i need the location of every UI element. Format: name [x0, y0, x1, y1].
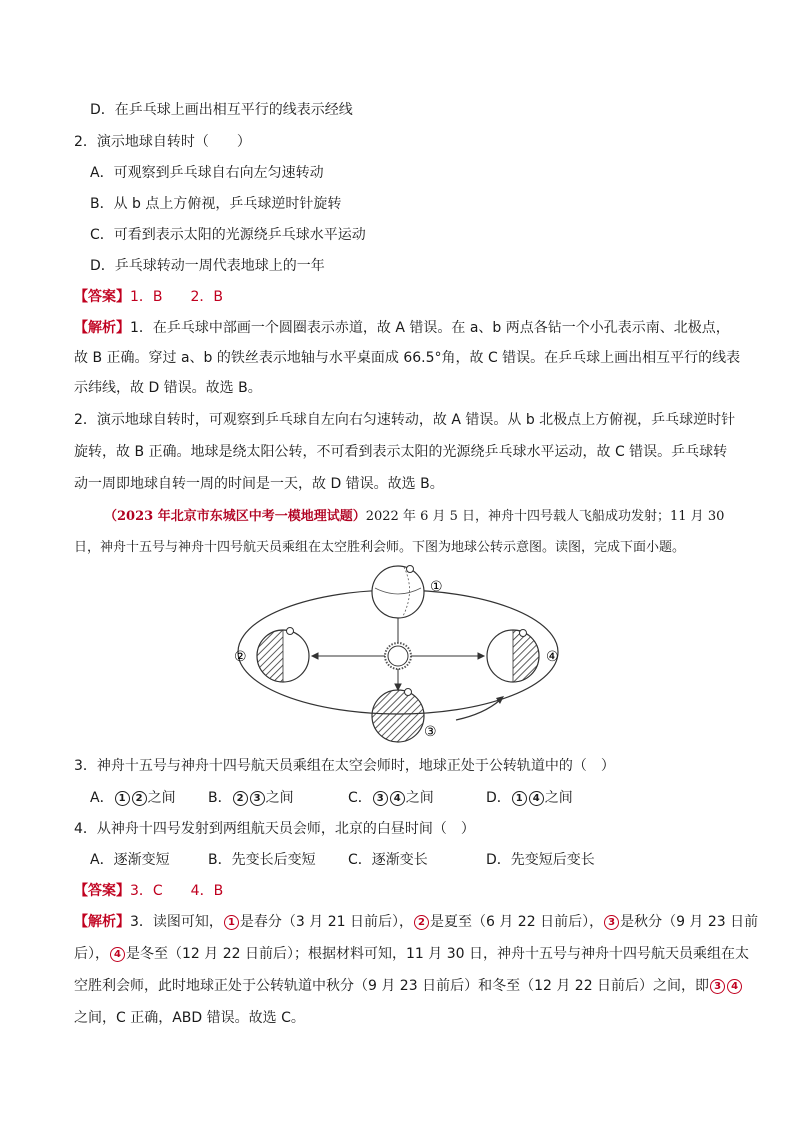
explanation-line: 动一周即地球自转一周的时间是一天，故 D 错误。故选 B。 [74, 476, 444, 492]
earth-position-3 [372, 689, 437, 743]
earth-revolution-diagram [228, 564, 568, 744]
question-2-option-a: A．可观察到乒乓球自右向左匀速转动 [90, 165, 324, 181]
earth-position-2 [234, 628, 309, 683]
question-3-stem: 3．神舟十五号与神舟十四号航天员乘组在太空会师时，地球正处于公转轨道中的（ ） [74, 758, 615, 774]
explanation-label: 【解析】 [74, 914, 130, 930]
question-4-stem: 4．从神舟十四号发射到两组航天员会师，北京的白昼时间（ ） [74, 821, 475, 837]
material-source: （2023 年北京市东城区中考一模地理试题） [104, 509, 366, 524]
answer-text: 1．B 2．B [130, 289, 224, 305]
question-4-option-d: D．先变短后变长 [486, 852, 595, 868]
answer-1 [74, 287, 223, 307]
explanation-line: 示纬线，故 D 错误。故选 B。 [74, 380, 262, 396]
marker-2: ② [234, 649, 247, 665]
question-2-option-d: D．乒乓球转动一周代表地球上的一年 [90, 258, 325, 274]
explanation-line: 旋转，故 B 正确。地球是绕太阳公转，不可看到表示太阳的光源绕乒乓球水平运动，故 C 错误。乒乓球转 [74, 444, 728, 460]
marker-1: ① [430, 579, 443, 595]
question-2-option-b: B．从 b 点上方俯视，乒乓球逆时针旋转 [90, 196, 342, 212]
explanation-line: 故 B 正确。穿过 a、b 的铁丝表示地轴与水平桌面成 66.5°角，故 C 错误。在乒乓球上画出相互平行的线表 [74, 350, 741, 366]
material-line: 日，神舟十五号与神舟十四号航天员乘组在太空胜利会师。下图为地球公转示意图。读图，完成下面小题。 [74, 540, 686, 555]
question-3-option-d: D． 1 4 之间 [486, 790, 573, 806]
question-3-option-c: C． 3 4 之间 [348, 790, 434, 806]
question-4-option-a: A．逐渐变短 [90, 852, 170, 868]
explanation-line: 2．演示地球自转时，可观察到乒乓球自左向右匀速转动，故 A 错误。从 b 北极点上方俯视，乒乓球逆时针 [74, 412, 736, 428]
question-3-option-a: A． 1 2 之间 [90, 790, 176, 806]
answer-text: 3．C 4．B [130, 883, 224, 899]
question-2-stem: 2．演示地球自转时（ ） [74, 134, 251, 150]
question-4-option-b: B．先变长后变短 [208, 852, 316, 868]
explanation-line: 之间，C 正确，ABD 错误。故选 C。 [74, 1010, 305, 1026]
answer-label: 【答案】 [74, 883, 130, 899]
question-1-option-d: D．在乒乓球上画出相互平行的线表示经线 [90, 102, 353, 118]
marker-4: ④ [546, 649, 559, 665]
sun-icon [385, 643, 411, 669]
explanation-label: 【解析】 [74, 320, 130, 336]
earth-position-1 [372, 566, 443, 619]
direction-arrow-icon [456, 696, 504, 720]
explanation-line: 1．在乒乓球中部画一个圆圈表示赤道，故 A 错误。在 a、b 两点各钻一个小孔表示南、北极点， [130, 320, 730, 336]
question-4-option-c: C．逐渐变长 [348, 852, 428, 868]
question-3-option-b: B． 2 3 之间 [208, 790, 294, 806]
material-line: 2022 年 6 月 5 日，神舟十四号载人飞船成功发射；11 月 30 [365, 509, 725, 524]
question-2-option-c: C．可看到表示太阳的光源绕乒乓球水平运动 [90, 227, 366, 243]
marker-3: ③ [424, 724, 437, 740]
answer-label: 【答案】 [74, 289, 130, 305]
answer-2 [74, 881, 223, 901]
